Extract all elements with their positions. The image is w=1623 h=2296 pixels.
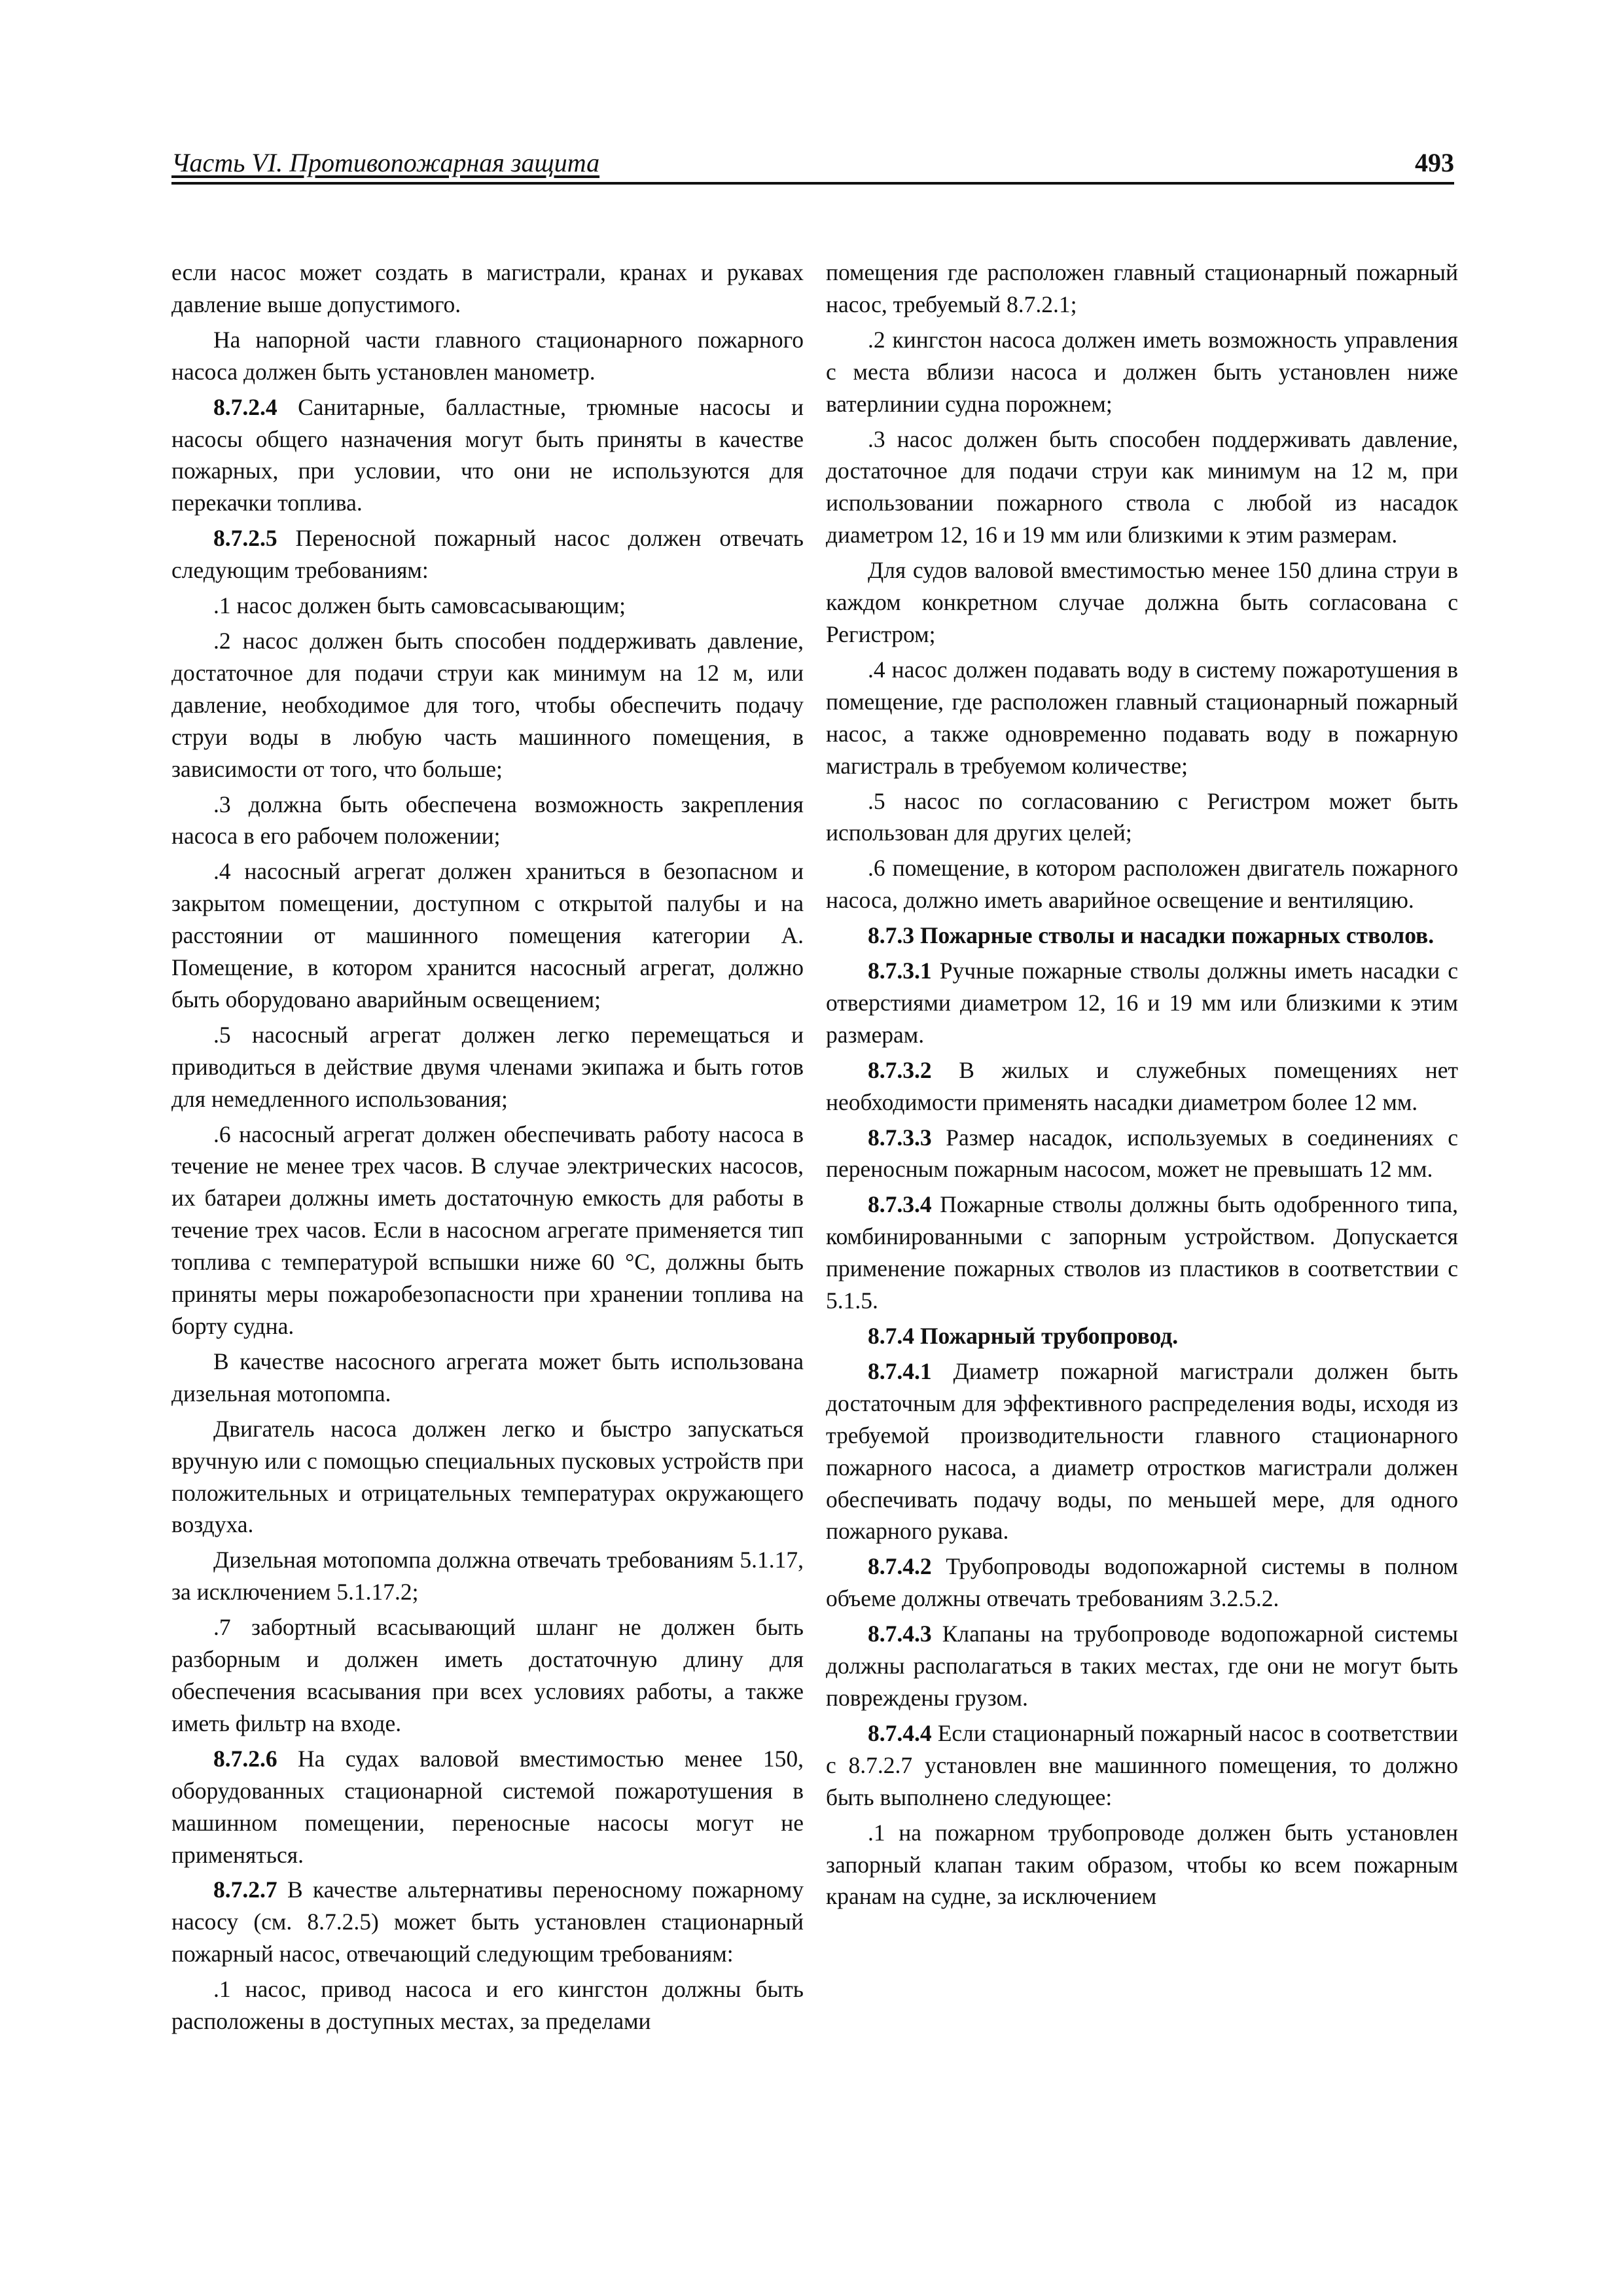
paragraph (826, 955, 1458, 1051)
list-item: .1 на пожарном трубопроводе должен быть установлен запорный клапан таким образом, чтобы ко всем пожарным кранам на судне, за исключением (826, 1819, 1458, 1910)
list-item: .5 насосный агрегат должен легко перемещаться и приводиться в действие двумя членами экипажа и быть готов для немедленного использования; (171, 1021, 804, 1112)
heading-text: Пожарные стволы и насадки пожарных стволов. (914, 922, 1435, 949)
clause-text: Ручные пожарные стволы должны иметь насадки с отверстиями диаметром 12, 16 и 19 мм или близкими к этим размерам. (826, 958, 1458, 1048)
clause-text: Размер насадок, используемых в соединениях с переносным пожарным насосом, может не превышать 12 мм. (826, 1124, 1458, 1183)
paragraph: В качестве насосного агрегата может быть использована дизельная мотопомпа. (171, 1348, 804, 1407)
clause-number: 8.7.3.4 (868, 1191, 932, 1218)
paragraph: Дизельная мотопомпа должна отвечать требованиям 5.1.17, за исключением 5.1.17.2; (171, 1547, 804, 1605)
clause-number: 8.7.3.3 (868, 1124, 932, 1151)
clause-number: 8.7.4.4 (868, 1719, 932, 1746)
paragraph (826, 1189, 1458, 1317)
list-item: .4 насосный агрегат должен храниться в безопасном и закрытом помещении, доступном с открытой палубы и на расстоянии от машинного помещения категории А. Помещение, в котором хранится насосный агрегат, должно быть оборудовано аварийным освещением; (171, 858, 804, 1013)
running-header (171, 136, 1454, 185)
clause-text: Трубопроводы водопожарной системы в полном объеме должны отвечать требованиям 3.2.5.2. (826, 1553, 1458, 1612)
clause-number: 8.7.3 (868, 922, 914, 949)
paragraph: если насос может создать в магистрали, кранах и рукавах давление выше допустимого. (171, 259, 804, 317)
clause-text: На судах валовой вместимостью менее 150, оборудованных стационарной системой пожаротушения в машинном помещении, переносные насосы могут не применяться. (171, 1745, 804, 1868)
list-item: .6 насосный агрегат должен обеспечивать работу насоса в течение не менее трех часов. В случае электрических насосов, их батареи должны иметь достаточную емкость для работы в течение трех часов. Если в насосном агрегате применяется тип топлива с температурой вспышки ниже 60 °С, должны быть приняты меры пожаробезопасности при хранении топлива на борту судна. (171, 1121, 804, 1339)
clause-text: Если стационарный пожарный насос в соответствии с 8.7.2.7 установлен вне машинного помещения, то должно быть выполнено следующее: (826, 1719, 1458, 1810)
paragraph (826, 1122, 1458, 1186)
list-item: .7 забортный всасывающий шланг не должен быть разборным и должен иметь достаточную длину для обеспечения всасывания при всех условиях работы, а также иметь фильтр на входе. (171, 1614, 804, 1736)
list-item: .1 насос, привод насоса и его кингстон должны быть расположены в доступных местах, за пределами (171, 1976, 804, 2035)
paragraph (826, 1355, 1458, 1547)
list-item: .2 кингстон насоса должен иметь возможность управления с места вблизи насоса и должен быть установлен ниже ватерлинии судна порожнем; (826, 326, 1458, 417)
list-item: .1 насос должен быть самовсасывающим; (213, 592, 626, 619)
paragraph (171, 1874, 804, 1970)
list-item: .5 насос по согласованию с Регистром может быть использован для других целей; (826, 787, 1458, 846)
list-item: .2 насос должен быть способен поддерживать давление, достаточное для подачи струи как минимум на 12 м, или давление, необходимое для того, чтобы обеспечить подачу струи воды в любую часть машинного помещения, в зависимости от того, что больше; (171, 627, 804, 782)
clause-text: Пожарные стволы должны быть одобренного типа, комбинированными с запорным устройством. Допускается применение пожарных стволов из пластиков в соответствии с 5.1.5. (826, 1191, 1458, 1314)
clause-number: 8.7.2.5 (213, 525, 277, 552)
section-heading (826, 1320, 1458, 1352)
clause-number: 8.7.2.6 (213, 1745, 277, 1772)
paragraph (826, 1054, 1458, 1119)
section-title: Часть VI. Противопожарная защита (171, 148, 600, 177)
clause-text: Переносной пожарный насос должен отвечать следующим требованиям: (171, 525, 804, 584)
clause-number: 8.7.4.1 (868, 1357, 932, 1384)
paragraph: помещения где расположен главный стационарный пожарный насос, требуемый 8.7.2.1; (826, 259, 1458, 317)
clause-number: 8.7.2.4 (213, 393, 277, 420)
clause-number: 8.7.3.1 (868, 958, 932, 984)
paragraph (826, 1551, 1458, 1615)
clause-number: 8.7.4.2 (868, 1553, 932, 1580)
paragraph (171, 522, 804, 586)
clause-number: 8.7.3.2 (868, 1056, 932, 1083)
paragraph: На напорной части главного стационарного пожарного насоса должен быть установлен манометр. (171, 326, 804, 385)
list-item: .3 насос должен быть способен поддерживать давление, достаточное для подачи струи как минимум на 12 м, при использовании пожарного ствола с любой из насадок диаметром 12, 16 и 19 мм или близкими к этим размерам. (826, 425, 1458, 548)
paragraph: Для судов валовой вместимостью менее 150 длина струи в каждом конкретном случае должна быть согласована с Регистром; (826, 557, 1458, 647)
heading-text: Пожарный трубопровод. (914, 1323, 1179, 1349)
clause-text: Клапаны на трубопроводе водопожарной системы должны располагаться в таких местах, где они не могут быть повреждены грузом. (826, 1621, 1458, 1711)
right-column (826, 257, 1458, 1916)
list-item: .6 помещение, в котором расположен двигатель пожарного насоса, должно иметь аварийное освещение и вентиляцию. (826, 855, 1458, 914)
left-column (171, 257, 804, 2041)
paragraph (171, 1743, 804, 1871)
paragraph (826, 1717, 1458, 1814)
paragraph (826, 1618, 1458, 1714)
list-item: .4 насос должен подавать воду в систему пожаротушения в помещение, где расположен главный стационарный пожарный насос, а также одновременно подавать воду в пожарную магистраль в требуемом количестве; (826, 656, 1458, 779)
clause-text: В жилых и служебных помещениях нет необходимости применять насадки диаметром более 12 мм. (826, 1056, 1458, 1115)
paragraph (171, 391, 804, 520)
list-item: .3 должна быть обеспечена возможность закрепления насоса в его рабочем положении; (171, 791, 804, 850)
clause-text: Диаметр пожарной магистрали должен быть достаточным для эффективного распределения воды, исходя из требуемой производительности главного стационарного пожарного насоса, а диаметр отростков магистрали должен обеспечивать подачу воды, по меньшей мере, для одного пожарного рукава. (826, 1357, 1458, 1545)
clause-number: 8.7.4 (868, 1323, 914, 1349)
page-number: 493 (1415, 148, 1454, 177)
clause-text: В качестве альтернативы переносному пожарному насосу (см. 8.7.2.5) может быть установлен стационарный пожарный насос, отвечающий следующим требованиям: (171, 1876, 804, 1967)
paragraph: Двигатель насоса должен легко и быстро запускаться вручную или с помощью специальных пусковых устройств при положительных и отрицательных температурах окружающего воздуха. (171, 1415, 804, 1538)
clause-text: Санитарные, балластные, трюмные насосы и насосы общего назначения могут быть приняты в качестве пожарных, при условии, что они не используются для перекачки топлива. (171, 393, 804, 516)
clause-number: 8.7.4.3 (868, 1621, 932, 1647)
section-heading (826, 920, 1458, 952)
clause-number: 8.7.2.7 (213, 1876, 277, 1903)
